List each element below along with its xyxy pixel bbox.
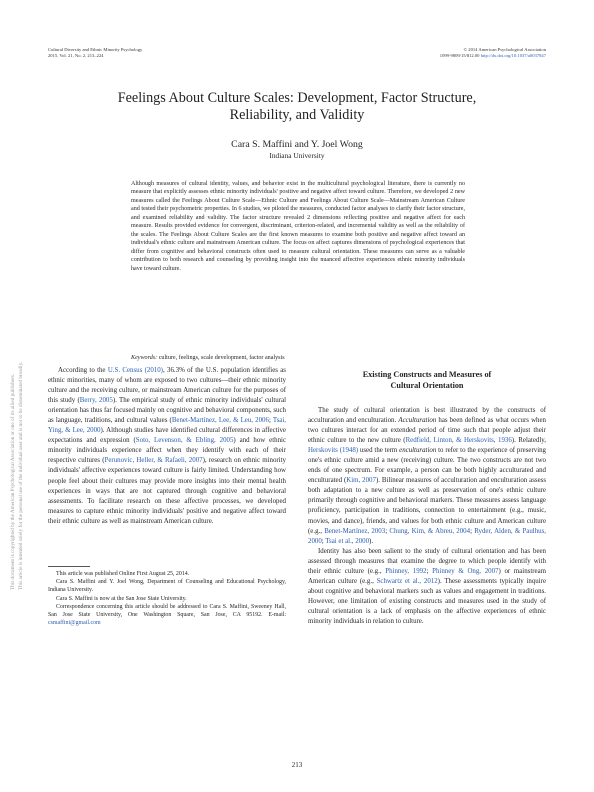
- body-text: ;: [321, 537, 326, 545]
- body-text: has been defined as what occurs when two cultures interact for an extended period of time such that people adjust their ethnic culture to the new culture (: [308, 417, 546, 445]
- keywords-text: culture, feelings, scale development, factor analysis: [157, 355, 285, 361]
- body-text: ;: [268, 417, 273, 425]
- body-text: ;: [470, 527, 475, 535]
- left-column: [48, 366, 286, 527]
- body-text: ) and how ethnic minority individuals experience affect when they identify with each of their respective cultures (: [48, 437, 287, 465]
- copyright-header: [440, 47, 546, 59]
- body-text: , 36.3% of the U.S. population identifies as ethnic minorities, many of whom are exposed to two cultures—their ethnic minority culture and the receiving culture, or mainstream American culture for the purposes of this study (: [48, 367, 286, 405]
- citation-link[interactable]: Benet-Martínez, Lee, & Leu, 2006: [171, 417, 269, 425]
- copyright-line: © 2014 American Psychological Association: [463, 47, 546, 52]
- citation-link[interactable]: Soto, Levenson, & Ebling, 2005: [135, 437, 234, 445]
- body-text: ). Bilinear measures of acculturation and enculturation assess both adaptation to a new culture as well as preservation of one's ethnic culture primarily through cognitive and behavioral markers. These measures assess language proficiency, participation in traditions, connection to entertainment (e.g., music, movies, and dance), friends, and values for both ethnic culture and American culture (e.g.,: [308, 477, 547, 535]
- section-heading-line-2: Cultural Orientation: [390, 380, 464, 390]
- title-line-1: Feelings About Culture Scales: Development, Factor Structure,: [117, 90, 477, 106]
- citation-link[interactable]: Tsai, Ying, & Lee, 2000: [48, 417, 286, 435]
- title-line-2: Reliability, and Validity: [229, 107, 365, 123]
- body-text: According to the: [58, 367, 108, 374]
- issn-doi-line: [440, 53, 546, 59]
- citation-link[interactable]: Benet-Martínez, 2003: [324, 527, 386, 535]
- section-heading: [308, 370, 546, 391]
- citation-link[interactable]: Berry, 2005: [79, 397, 113, 405]
- citation-link[interactable]: Perunovic, Heller, & Rafaeli, 2007: [104, 457, 203, 465]
- body-text: ). Relatedly,: [511, 437, 546, 445]
- footnote-affiliations: Cara S. Maffini and Y. Joel Wong, Department of Counseling and Educational Psychology, Indiana University.: [48, 579, 286, 594]
- term-acculturation: Acculturation: [398, 417, 437, 425]
- keywords: [131, 354, 465, 362]
- body-text: ). These assessments typically inquire about cognitive and behavioral markers such as values and engagement in traditions. However, one limitation of existing constructs and measures used in the study of cultural orientation is a lack of emphasis on the affective experiences of ethnic minority individuals in relation to culture.: [308, 577, 547, 625]
- authors: Cara S. Maffini and Y. Joel Wong: [231, 139, 363, 150]
- citation-link[interactable]: Chung, Kim, & Abreu, 2004: [389, 527, 471, 535]
- email-link[interactable]: csmaffini@gmail.com: [48, 620, 101, 627]
- copyright-watermark: [6, 120, 28, 590]
- body-text: ), research on ethnic minority individuals' affective experiences toward culture is fairly limited. Understanding how people feel about their cultures may provide more insights into their mental health experiences in ways that are not captured through cognitive and behavioral assessments. To facilitate research on these affective processes, we developed measures to capture ethnic minority individuals' positive and negative affect toward their ethnic culture as well as mainstream American culture.: [48, 457, 286, 525]
- abstract: Although measures of cultural identity, values, and behavior exist in the multicultural psychological literature, there is currently no measure that explicitly assesses ethnic minority individuals' positive and negative affect toward culture. Therefore, we developed 2 new measures called the Feelings About Culture Scale—Ethnic Culture and Feelings About Culture Scale—Mainstream American Culture and tested their psychometric properties. In 6 studies, we piloted the measures, conducted factor analyses to clarify their factor structure, and examined reliability and validity. The factor structure revealed 2 dimensions reflecting positive and negative affect for each measure. Results provided evidence for convergent, discriminant, criterion-related, and incremental validity as well as the reliability of the scales. The Feelings About Culture Scales are the first known measures to examine both positive and negative affect toward an individual's ethnic culture and mainstream American culture. The focus on affect captures dimensions of psychological experiences that differ from cognitive and behavioral constructs often used to measure cultural orientation. These measures can serve as a valuable contribution to both research and counseling by providing insight into the nuanced affective experiences ethnic minority individuals have toward culture.: [131, 181, 465, 272]
- body-text: used the term: [358, 447, 400, 455]
- affiliation: Indiana University: [269, 151, 325, 160]
- citation-link[interactable]: Herskovits (1948): [308, 447, 359, 455]
- body-text: ). The empirical study of ethnic minority individuals' cultural orientation has thus far focused mainly on cognitive and behavioral components, such as language, traditions, and cultural values (: [48, 397, 286, 425]
- footnote-online-date: This article was published Online First August 25, 2014.: [56, 571, 190, 577]
- issn-price: 1099-9809/15/$12.00: [439, 53, 480, 58]
- citation-link[interactable]: Kim, 2007: [346, 477, 376, 485]
- footnote-correspondence: [48, 603, 286, 628]
- citation-link[interactable]: Phinney & Ong, 2007: [432, 567, 499, 575]
- body-text: ).: [369, 537, 374, 545]
- citation-link[interactable]: Ryder, Alden, & Paulhus, 2000: [308, 527, 547, 545]
- citation-link[interactable]: Tsai et al., 2000: [325, 537, 370, 545]
- footnote-current-affiliation: Cara S. Maffini is now at the San Jose State University.: [56, 595, 187, 602]
- citation-link[interactable]: Phinney, 1992: [385, 567, 427, 575]
- constructs-paragraph: [308, 406, 546, 547]
- watermark-line-1: This document is copyrighted by the American Psychological Association or one of its allied publishers.: [10, 373, 16, 590]
- identity-paragraph: [308, 547, 546, 627]
- journal-name: Cultural Diversity and Ethnic Minority Psychology: [48, 47, 143, 52]
- term-enculturation: enculturation: [399, 447, 437, 455]
- watermark-line-2: This article is intended solely for the personal use of the individual user and is not to be disseminated broadly.: [18, 361, 24, 590]
- section-heading-line-1: Existing Constructs and Measures of: [362, 370, 492, 379]
- citation-link[interactable]: Schwartz et al., 2012: [376, 577, 438, 585]
- journal-volume: 2015, Vol. 21, No. 2, 213–224: [48, 53, 104, 58]
- body-text: to refer to the experience of preserving one's ethnic culture amid a new (receiving) culture. The two constructs are not two ends of one spectrum. For example, a person can be both highly acculturated and enculturated (: [308, 447, 546, 485]
- body-text: ) or mainstream American culture (e.g.,: [308, 567, 547, 585]
- page-number: 213: [291, 761, 303, 769]
- correspondence-text: Correspondence concerning this article should be addressed to Cara S. Maffini, Sweeney Hall, San Jose State University, One Washington Square, San Jose, CA 95192. E-mail:: [48, 603, 286, 619]
- doi-link[interactable]: http://dx.doi.org/10.1037/a0037847: [480, 53, 546, 58]
- journal-header: [48, 47, 142, 59]
- body-text: ;: [385, 527, 390, 535]
- keywords-label: Keywords:: [131, 355, 158, 361]
- body-text: The study of cultural orientation is best illustrated by the constructs of acculturation and enculturation.: [308, 407, 546, 425]
- article-title: [60, 90, 534, 124]
- footnotes: [48, 570, 286, 627]
- citation-link[interactable]: Redfield, Linton, & Herskovits, 1936: [405, 437, 512, 445]
- body-text: ). Although studies have identified cultural differences in affective expectations and expression (: [48, 427, 286, 445]
- body-text: Identity has also been salient to the study of cultural orientation and has been assessed through measures that examine the degree to which people identify with their ethnic culture (e.g.,: [308, 547, 546, 575]
- intro-paragraph: [48, 366, 286, 527]
- right-column: [308, 406, 546, 627]
- footnote-divider: [48, 566, 90, 567]
- citation-link[interactable]: U.S. Census (2010): [107, 367, 163, 374]
- body-text: ;: [426, 567, 433, 575]
